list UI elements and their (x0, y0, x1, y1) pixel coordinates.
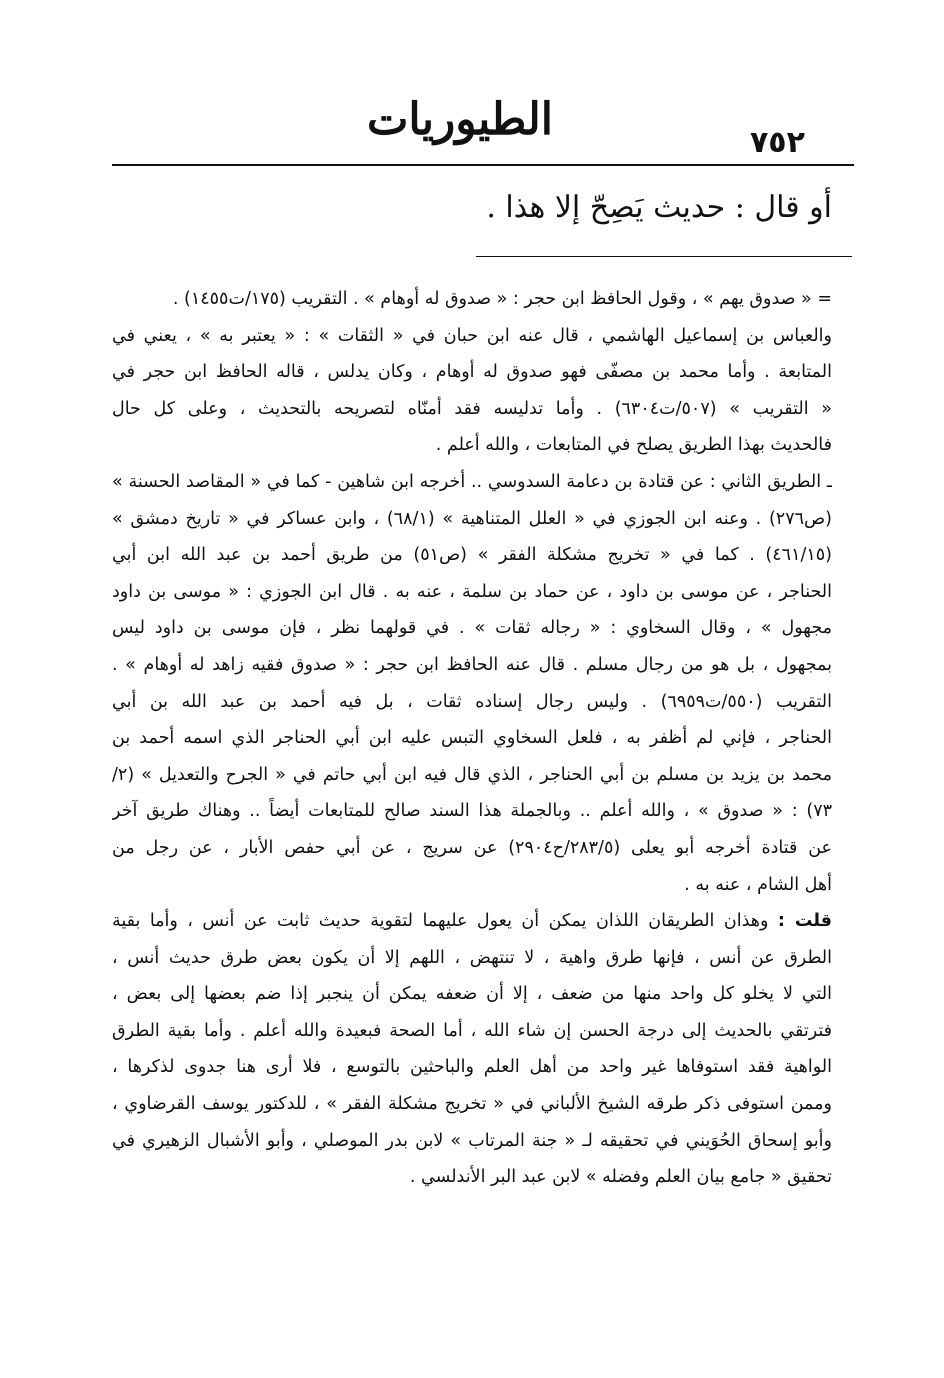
text-line (112, 1086, 832, 1123)
text-line (112, 354, 832, 391)
line-text: وأبو إسحاق الحُوَيني في تحقيقه لـ « جنة المرتاب » لابن بدر الموصلي ، وأبو الأشبال الزهيري في (112, 1130, 832, 1151)
page-header (0, 0, 944, 170)
header-divider (112, 164, 854, 166)
line-text: (٤٦١/١٥) . كما في « تخريج مشكلة الفقر » (ص٥١) من طريق أحمد بن عبد الله ابن أبي (112, 545, 832, 566)
line-text: تحقيق « جامع بيان العلم وفضله » لابن عبد البر الأندلسي . (409, 1167, 832, 1188)
text-line (112, 574, 832, 611)
line-text: مجهول » ، وقال السخاوي : « رجاله ثقات » . في قولهما نظر ، فإن موسى بن داود ليس (112, 618, 832, 639)
text-line (112, 1123, 832, 1160)
line-text: الحناجر ، عن موسى بن داود ، عن حماد بن سلمة ، عنه به . قال ابن الجوزي : « موسى بن داود (112, 581, 832, 602)
running-title: الطيوريات (366, 94, 554, 145)
text-line (112, 684, 832, 721)
text-line (112, 427, 832, 464)
text-line (112, 464, 832, 501)
footnote-text (112, 281, 832, 1196)
hadith-quote-line: أو قال : حديث يَصِحّ إلا هذا . (486, 190, 832, 225)
text-line (112, 318, 832, 355)
text-line (112, 1013, 832, 1050)
lead-label: قلت : (777, 911, 832, 932)
text-line (112, 793, 832, 830)
line-text: الواهية فقد استوفاها غير واحد من أهل العلم والباحثين بالتوسع ، فلا أرى هنا جدوى لذكرها ، (112, 1057, 832, 1078)
line-text: التقريب (٥٥٠/ت٦٩٥٩) . وليس رجال إسناده ثقات ، بل فيه أحمد بن عبد الله بن أبي (112, 691, 832, 712)
text-line (112, 720, 832, 757)
text-line (112, 1159, 832, 1196)
line-text: عن قتادة أخرجه أبو يعلى (٢٨٣/٥/ح٢٩٠٤) عن سريج ، عن أبي حفص الأبار ، عن رجل من (112, 837, 832, 858)
line-text: فترتقي بالحديث إلى درجة الحسن إن شاء الله ، أما الصحة فبعيدة والله أعلم . وأما بقية الطرق (112, 1020, 832, 1041)
text-line (112, 537, 832, 574)
text-line (112, 281, 832, 318)
page-number: ٧٥٢ (750, 125, 805, 160)
text-line (112, 1049, 832, 1086)
line-text: المتابعة . وأما محمد بن مصفّى فهو صدوق له أوهام ، وكان يدلس ، قاله الحافظ ابن حجر في (112, 362, 832, 383)
line-text: محمد بن يزيد بن مسلم بن أبي الحناجر ، الذي قال فيه ابن أبي حاتم في « الجرح والتعديل » (٢/ (112, 764, 832, 785)
line-text: فالحديث بهذا الطريق يصلح في المتابعات ، والله أعلم . (435, 435, 832, 456)
quote-divider (476, 256, 852, 257)
text-line (112, 391, 832, 428)
line-text: والعباس بن إسماعيل الهاشمي ، قال عنه ابن حبان في « الثقات » : « يعتبر به » ، يعني في (112, 325, 832, 346)
line-text: الحناجر ، فإني لم أظفر به ، فلعل السخاوي التبس عليه ابن أبي الحناجر الذي اسمه أحمد بن (112, 728, 832, 749)
text-line (112, 647, 832, 684)
line-text: ـ الطريق الثاني : عن قتادة بن دعامة السدوسي .. أخرجه ابن شاهين - كما في « المقاصد الحسنة » (112, 471, 832, 492)
text-line (112, 757, 832, 794)
text-line (112, 501, 832, 538)
line-text: وهذان الطريقان اللذان يمكن أن يعول عليهما لتقوية حديث ثابت عن أنس ، وأما بقية (112, 911, 769, 932)
line-text: أهل الشام ، عنه به . (684, 874, 832, 895)
text-line (112, 830, 832, 867)
line-text: « التقريب » (٥٠٧/ت٦٣٠٤) . وأما تدليسه فقد أمنّاه لتصريحه بالتحديث ، وعلى كل حال (112, 398, 832, 419)
line-text: (ص٢٧٦) . وعنه ابن الجوزي في « العلل المتناهية » (٦٨/١) ، وابن عساكر في « تاريخ دمشق » (112, 508, 832, 529)
text-line (112, 867, 832, 904)
line-text: ٧٣) : « صدوق » ، والله أعلم .. وبالجملة هذا السند صالح للمتابعات أيضاً .. وهناك طريق آخر (112, 801, 832, 822)
line-text: = « صدوق يهم » ، وقول الحافظ ابن حجر : « صدوق له أوهام » . التقريب (١٧٥/ت١٤٥٥) . (172, 289, 832, 309)
line-text: الطرق عن أنس ، فإنها طرق واهية ، لا تنتهض ، اللهم إلا أن يكون بعض طرق حديث أنس ، (112, 947, 832, 968)
text-line (112, 976, 832, 1013)
line-text: وممن استوفى ذكر طرقه الشيخ الألباني في « تخريج مشكلة الفقر » ، للدكتور يوسف القرضاوي ، (112, 1094, 832, 1115)
line-text: بمجهول ، بل هو من رجال مسلم . قال عنه الحافظ ابن حجر : « صدوق فقيه زاهد له أوهام » . (112, 654, 832, 675)
text-line (112, 940, 832, 977)
line-text: التي لا يخلو كل واحد منها من ضعف ، إلا أن ضعفه يمكن أن ينجبر إذا ضم بعضها إلى بعض ، (112, 984, 832, 1005)
text-line (112, 903, 832, 940)
text-line (112, 610, 832, 647)
